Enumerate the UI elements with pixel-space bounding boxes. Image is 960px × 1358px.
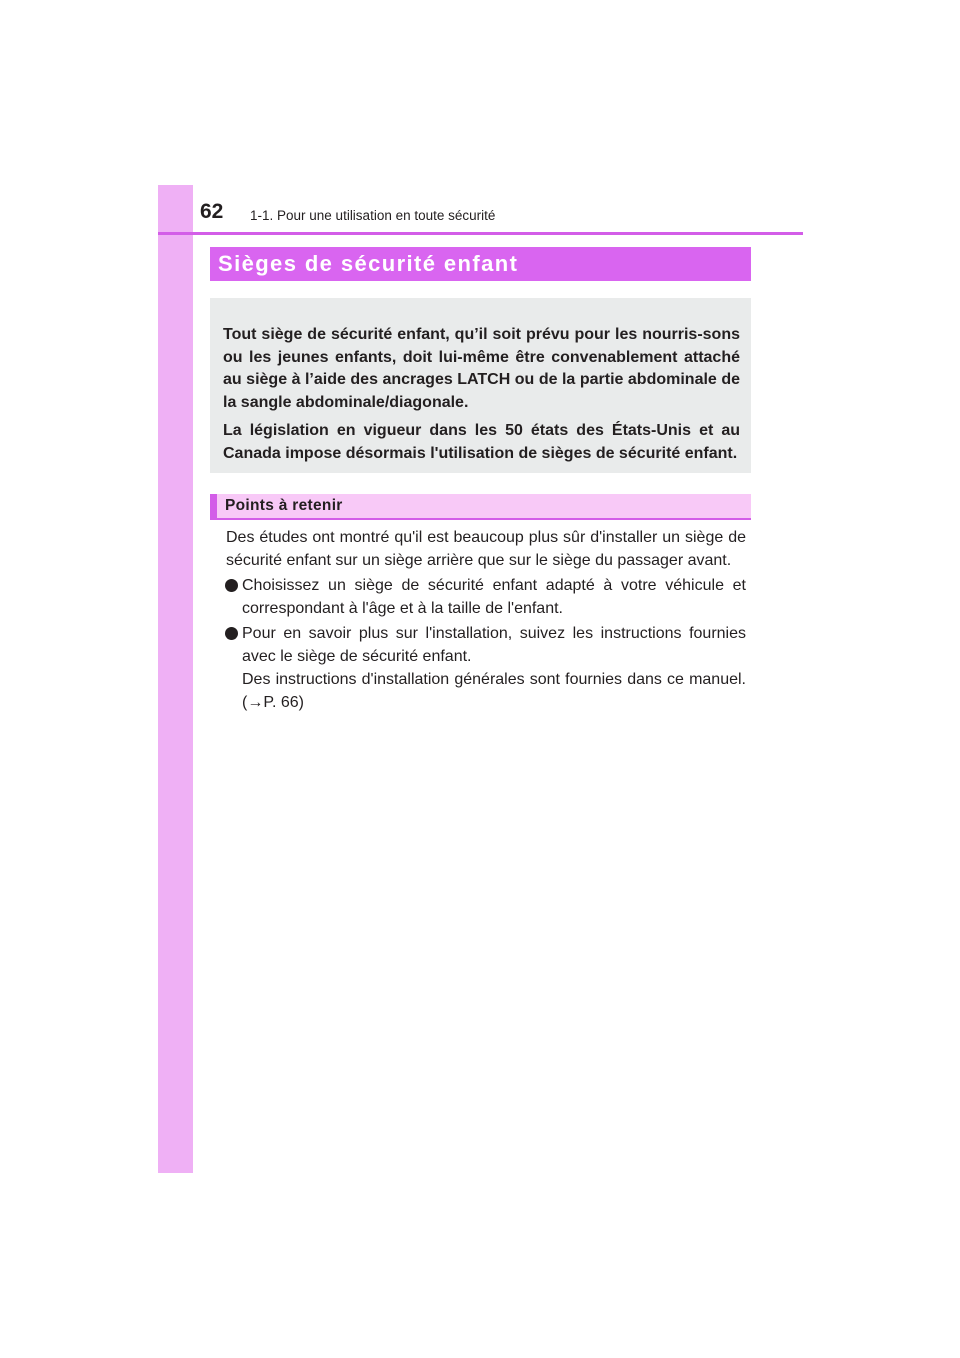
title-bar [210,247,751,281]
points-heading: Points à retenir [225,497,343,514]
bullet-text-2a: Pour en savoir plus sur l'installation, suivez les instructions fournies avec le siège de sécurité enfant. [242,625,746,665]
section-title: 1-1. Pour une utilisation en toute sécurité [250,208,496,223]
page-title: Sièges de sécurité enfant [218,251,519,276]
bullet-text-1: Choisissez un siège de sécurité enfant adapté à votre véhicule et correspondant à l'âge et à la taille de l'enfant. [242,577,746,617]
side-tab-strip [158,185,193,1173]
bullet-dot-icon [225,579,238,592]
summary-box [210,298,751,473]
points-heading-bar [210,494,751,520]
page-number: 62 [200,200,224,223]
bullet-text-2b: Des instructions d'installation générales sont fournies dans ce manuel. (→P. 66) [242,671,746,711]
summary-paragraph-1: Tout siège de sécurité enfant, qu’il soit prévu pour les nourris-sons ou les jeunes enfants, doit lui-même être convenablement attaché au siège à l’aide des ancrages LATCH ou de la partie abdominale de la sangle abdominale/diagonale. [223,326,740,411]
header-rule [158,232,803,235]
bullet-item-1 [226,574,746,620]
bullet-dot-icon [225,627,238,640]
points-intro: Des études ont montré qu'il est beaucoup plus sûr d'installer un siège de sécurité enfant sur un siège arrière que sur le siège du passager avant. [226,529,746,569]
summary-paragraph-2: La législation en vigueur dans les 50 états des États-Unis et au Canada impose désormais l'utilisation de sièges de sécurité enfant. [223,422,740,462]
points-body [226,526,746,714]
bullet-item-2 [226,622,746,714]
